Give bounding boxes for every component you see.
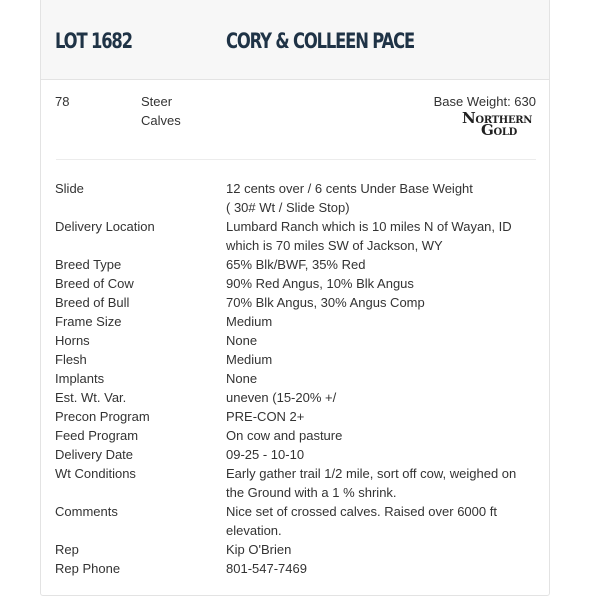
frame-size-value: Medium (226, 314, 273, 329)
delivery-location-value-line1: Lumbard Ranch which is 10 miles N of Wayan, ID (226, 219, 512, 234)
seller-name: CORY & COLLEEN PACE (226, 29, 414, 53)
slide-value-line1: 12 cents over / 6 cents Under Base Weight (226, 181, 473, 196)
comments-value-line1: Nice set of crossed calves. Raised over 6000 ft (226, 504, 497, 519)
breed-of-cow-label: Breed of Cow (55, 276, 134, 291)
lot-number: LOT 1682 (55, 29, 132, 53)
implants-value: None (226, 371, 258, 386)
breed-of-cow-value: 90% Red Angus, 10% Blk Angus (226, 276, 414, 291)
delivery-date-value: 09-25 - 10-10 (226, 447, 305, 462)
breed-type-label: Breed Type (55, 257, 122, 272)
precon-program-label: Precon Program (55, 409, 150, 424)
breed-of-bull-label: Breed of Bull (55, 295, 130, 310)
est-wt-var-label: Est. Wt. Var. (55, 390, 127, 405)
rep-label: Rep (55, 542, 79, 557)
rep-value: Kip O'Brien (226, 542, 292, 557)
breed-of-bull-value: 70% Blk Angus, 30% Angus Comp (226, 295, 425, 310)
breed-type-value: 65% Blk/BWF, 35% Red (226, 257, 366, 272)
logo-text-northern: NORTHERN (462, 111, 533, 127)
wt-conditions-value-line1: Early gather trail 1/2 mile, sort off cow, weighed on (226, 466, 517, 481)
delivery-date-label: Delivery Date (55, 447, 134, 462)
comments-label: Comments (55, 504, 118, 519)
feed-program-label: Feed Program (55, 428, 139, 443)
est-wt-var-value: uneven (15-20% +/ (226, 390, 337, 405)
comments-value-line2: elevation. (226, 523, 282, 538)
flesh-label: Flesh (55, 352, 87, 367)
lot-card (40, 0, 550, 596)
feed-program-value: On cow and pasture (226, 428, 343, 443)
delivery-location-value-line2: which is 70 miles SW of Jackson, WY (226, 238, 443, 253)
horns-label: Horns (55, 333, 90, 348)
cattle-type-line2: Calves (141, 113, 181, 128)
rep-phone-label: Rep Phone (55, 561, 121, 576)
northern-gold-logo (461, 111, 541, 137)
cattle-type-line1: Steer (141, 94, 173, 109)
delivery-location-label: Delivery Location (55, 219, 155, 234)
lot-header (41, 0, 549, 80)
slide-value-line2: ( 30# Wt / Slide Stop) (226, 200, 350, 215)
horns-value: None (226, 333, 258, 348)
frame-size-label: Frame Size (55, 314, 122, 329)
head-count: 78 (55, 94, 70, 109)
wt-conditions-label: Wt Conditions (55, 466, 136, 481)
precon-program-value: PRE-CON 2+ (226, 409, 305, 424)
wt-conditions-value-line2: the Ground with a 1 % shrink. (226, 485, 397, 500)
rep-phone-value: 801-547-7469 (226, 561, 307, 576)
base-weight: Base Weight: 630 (433, 94, 536, 109)
flesh-value: Medium (226, 352, 273, 367)
slide-label: Slide (55, 181, 84, 196)
implants-label: Implants (55, 371, 105, 386)
section-divider (56, 159, 536, 160)
logo-text-gold: GOLD (481, 121, 518, 137)
